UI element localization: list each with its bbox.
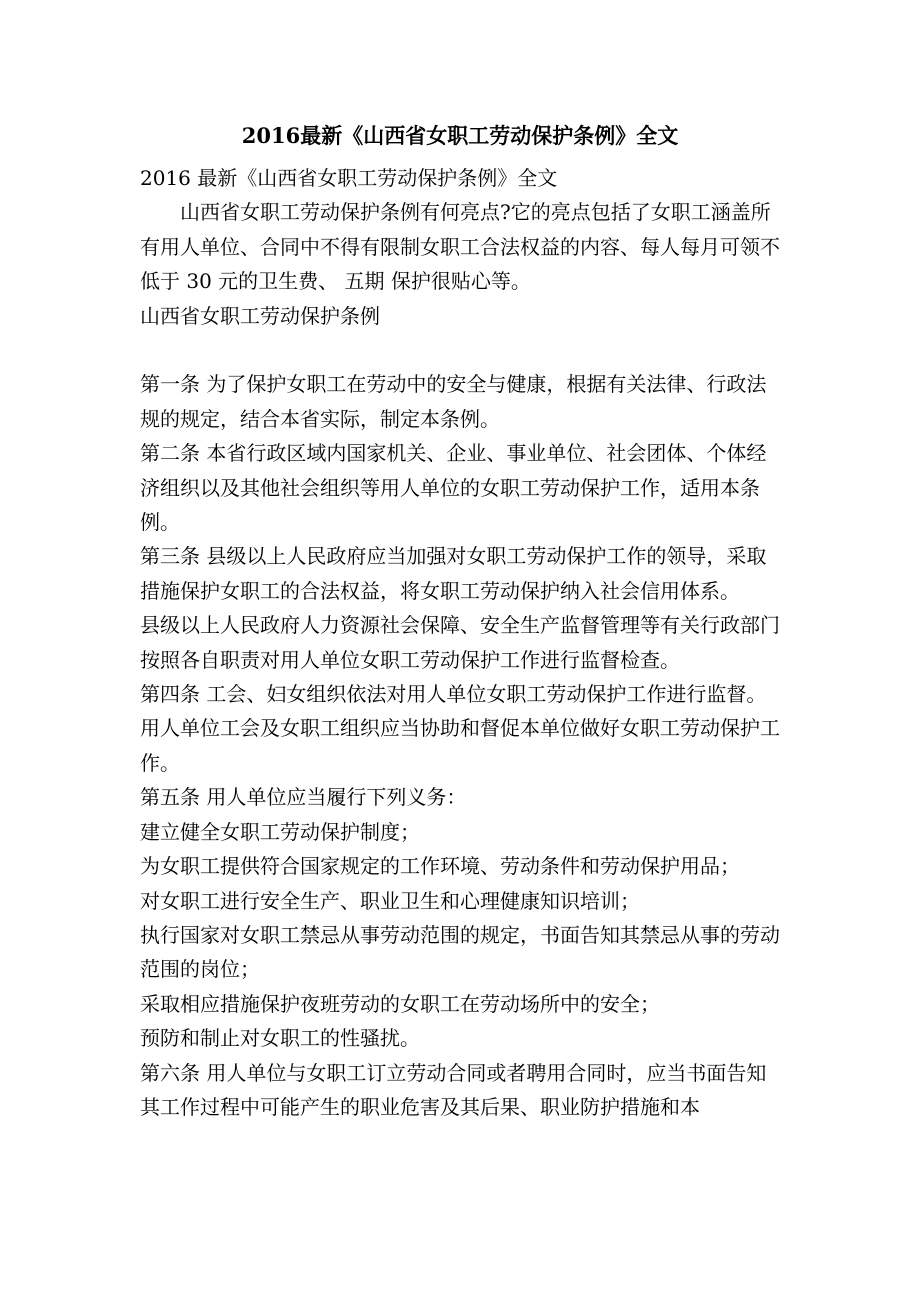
- article-2: 第二条 本省行政区域内国家机关、企业、事业单位、社会团体、个体经济组织以及其他社会组织等用人单位的女职工劳动保护工作，适用本条例。: [140, 441, 767, 535]
- article-5: 第五条 用人单位应当履行下列义务：: [140, 785, 467, 810]
- article-6: 第六条 用人单位与女职工订立劳动合同或者聘用合同时，应当书面告知其工作过程中可能产生的职业危害及其后果、职业防护措施和本: [140, 1060, 767, 1119]
- document-title: 2016最新《山西省女职工劳动保护条例》全文: [241, 123, 679, 148]
- article-5-item-6: 预防和制止对女职工的性骚扰。: [140, 1026, 420, 1051]
- article-5-item-5: 采取相应措施保护夜班劳动的女职工在劳动场所中的安全；: [140, 991, 660, 1016]
- article-3: 第三条 县级以上人民政府应当加强对女职工劳动保护工作的领导，采取措施保护女职工的合法权益，将女职工劳动保护纳入社会信用体系。: [140, 544, 767, 603]
- article-5-item-2: 为女职工提供符合国家规定的工作环境、劳动条件和劳动保护用品；: [140, 854, 740, 879]
- article-5-item-1: 建立健全女职工劳动保护制度；: [140, 819, 420, 844]
- article-1: 第一条 为了保护女职工在劳动中的安全与健康，根据有关法律、行政法规的规定，结合本省实际，制定本条例。: [140, 372, 767, 431]
- article-4-clause-2: 用人单位工会及女职工组织应当协助和督促本单位做好女职工劳动保护工作。: [140, 716, 780, 775]
- article-4: 第四条 工会、妇女组织依法对用人单位女职工劳动保护工作进行监督。: [140, 682, 767, 707]
- regulation-name: 山西省女职工劳动保护条例: [140, 303, 380, 328]
- article-5-item-4: 执行国家对女职工禁忌从事劳动范围的规定，书面告知其禁忌从事的劳动范围的岗位；: [140, 922, 780, 982]
- intro-paragraph: 山西省女职工劳动保护条例有何亮点?它的亮点包括了女职工涵盖所有用人单位、合同中不得有限制女职工合法权益的内容、每人每月可领不低于 30 元的卫生费、 五期 保护很贴心等。: [140, 200, 780, 294]
- article-3-clause-2: 县级以上人民政府人力资源社会保障、安全生产监督管理等有关行政部门按照各自职责对用人单位女职工劳动保护工作进行监督检查。: [140, 613, 780, 672]
- document-body: [140, 161, 780, 1124]
- body-heading: 2016 最新《山西省女职工劳动保护条例》全文: [140, 166, 558, 190]
- article-5-item-3: 对女职工进行安全生产、职业卫生和心理健康知识培训；: [140, 888, 640, 913]
- blank-line: [140, 333, 780, 367]
